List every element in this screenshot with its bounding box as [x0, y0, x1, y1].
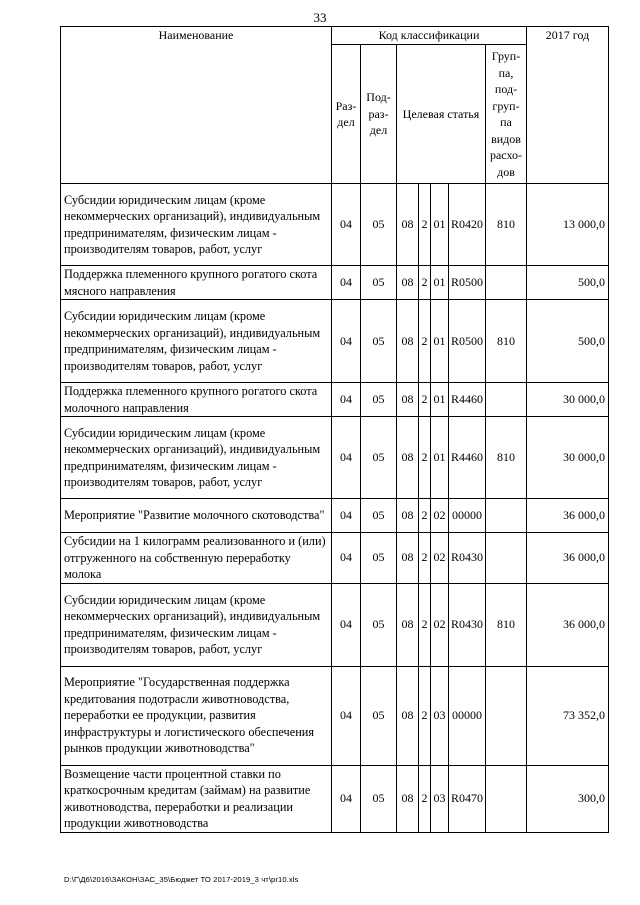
row-target-2: 2	[419, 184, 431, 266]
row-target-3: 01	[431, 184, 449, 266]
row-name: Мероприятие "Развитие молочного скотоводства"	[61, 499, 332, 533]
row-target-4: R0500	[449, 300, 486, 383]
table-row	[61, 383, 609, 417]
row-section: 04	[332, 184, 361, 266]
table-body	[61, 184, 609, 833]
row-target-1: 08	[397, 765, 419, 832]
row-target-1: 08	[397, 417, 419, 499]
row-name: Субсидии юридическим лицам (кроме некоммерческих организаций), индивидуальным предпринимателям, физическим лицам - производителям товаров, работ, услуг	[61, 583, 332, 666]
row-target-1: 08	[397, 583, 419, 666]
header-target: Целевая статья	[397, 45, 486, 184]
row-name: Возмещение части процентной ставки по краткосрочным кредитам (займам) на развитие животноводства, переработки и реализации продукции животноводства	[61, 765, 332, 832]
row-target-4: 00000	[449, 666, 486, 765]
table-row	[61, 666, 609, 765]
page-number: 33	[313, 10, 327, 25]
row-target-2: 2	[419, 666, 431, 765]
row-target-3: 01	[431, 383, 449, 417]
header-subsection: Под- раз- дел	[361, 45, 397, 184]
row-group	[486, 765, 527, 832]
row-subsection: 05	[361, 765, 397, 832]
row-name: Субсидии юридическим лицам (кроме некоммерческих организаций), индивидуальным предпринимателям, физическим лицам - производителям товаров, работ, услуг	[61, 417, 332, 499]
row-target-4: R0420	[449, 184, 486, 266]
row-section: 04	[332, 533, 361, 584]
row-target-4: R4460	[449, 417, 486, 499]
row-name: Субсидии на 1 килограмм реализованного и (или) отгруженного на собственную переработку молока	[61, 533, 332, 584]
row-target-3: 01	[431, 266, 449, 300]
row-subsection: 05	[361, 417, 397, 499]
row-target-4: 00000	[449, 499, 486, 533]
table-row	[61, 184, 609, 266]
row-amount: 300,0	[527, 765, 609, 832]
row-target-2: 2	[419, 266, 431, 300]
row-name: Субсидии юридическим лицам (кроме некоммерческих организаций), индивидуальным предпринимателям, физическим лицам - производителям товаров, работ, услуг	[61, 300, 332, 383]
row-name: Субсидии юридическим лицам (кроме некоммерческих организаций), индивидуальным предпринимателям, физическим лицам - производителям товаров, работ, услуг	[61, 184, 332, 266]
row-subsection: 05	[361, 666, 397, 765]
row-target-3: 02	[431, 583, 449, 666]
row-group	[486, 383, 527, 417]
row-target-3: 03	[431, 666, 449, 765]
row-section: 04	[332, 765, 361, 832]
budget-table	[60, 26, 609, 833]
row-target-4: R0470	[449, 765, 486, 832]
row-section: 04	[332, 300, 361, 383]
table-row	[61, 417, 609, 499]
row-section: 04	[332, 383, 361, 417]
row-target-1: 08	[397, 300, 419, 383]
row-subsection: 05	[361, 383, 397, 417]
row-amount: 73 352,0	[527, 666, 609, 765]
row-section: 04	[332, 417, 361, 499]
row-target-3: 01	[431, 300, 449, 383]
row-target-2: 2	[419, 383, 431, 417]
row-target-3: 02	[431, 533, 449, 584]
row-target-2: 2	[419, 300, 431, 383]
row-amount: 500,0	[527, 300, 609, 383]
row-section: 04	[332, 666, 361, 765]
row-section: 04	[332, 266, 361, 300]
row-target-1: 08	[397, 666, 419, 765]
row-group: 810	[486, 300, 527, 383]
row-amount: 36 000,0	[527, 583, 609, 666]
row-subsection: 05	[361, 266, 397, 300]
table-row	[61, 499, 609, 533]
row-group: 810	[486, 184, 527, 266]
row-amount: 13 000,0	[527, 184, 609, 266]
row-group	[486, 499, 527, 533]
row-target-2: 2	[419, 765, 431, 832]
table-row	[61, 583, 609, 666]
header-name: Наименование	[61, 27, 332, 184]
row-amount: 36 000,0	[527, 533, 609, 584]
row-target-3: 02	[431, 499, 449, 533]
row-group	[486, 533, 527, 584]
row-target-1: 08	[397, 499, 419, 533]
header-group: Груп- па, под- груп- па видов расхо- дов	[486, 45, 527, 184]
row-name: Поддержка племенного крупного рогатого скота мясного направления	[61, 266, 332, 300]
row-subsection: 05	[361, 533, 397, 584]
row-amount: 30 000,0	[527, 383, 609, 417]
row-group: 810	[486, 583, 527, 666]
table-row	[61, 765, 609, 832]
row-amount: 36 000,0	[527, 499, 609, 533]
row-target-4: R0430	[449, 583, 486, 666]
table-row	[61, 533, 609, 584]
row-subsection: 05	[361, 499, 397, 533]
row-amount: 30 000,0	[527, 417, 609, 499]
row-section: 04	[332, 583, 361, 666]
row-subsection: 05	[361, 583, 397, 666]
row-group: 810	[486, 417, 527, 499]
row-target-2: 2	[419, 417, 431, 499]
row-group	[486, 266, 527, 300]
row-subsection: 05	[361, 300, 397, 383]
row-subsection: 05	[361, 184, 397, 266]
table-row	[61, 300, 609, 383]
row-target-1: 08	[397, 184, 419, 266]
row-target-4: R0500	[449, 266, 486, 300]
row-target-2: 2	[419, 583, 431, 666]
row-target-1: 08	[397, 533, 419, 584]
row-target-4: R4460	[449, 383, 486, 417]
row-section: 04	[332, 499, 361, 533]
row-group	[486, 666, 527, 765]
header-code: Код классификации	[332, 27, 527, 45]
table-row	[61, 266, 609, 300]
row-name: Поддержка племенного крупного рогатого скота молочного направления	[61, 383, 332, 417]
row-target-3: 03	[431, 765, 449, 832]
header-section: Раз- дел	[332, 45, 361, 184]
header-year: 2017 год	[527, 27, 609, 184]
row-target-1: 08	[397, 266, 419, 300]
row-name: Мероприятие "Государственная поддержка кредитования подотрасли животноводства, переработки ее продукции, развития инфраструктуры и логистического обеспечения рынков продукции животноводства"	[61, 666, 332, 765]
file-path-footer: D:\Г\Д6\2016\ЗАКОН\ЗАС_35\Бюджет ТО 2017-2019_3 чт\pr10.xls	[64, 875, 299, 884]
row-target-4: R0430	[449, 533, 486, 584]
row-amount: 500,0	[527, 266, 609, 300]
row-target-1: 08	[397, 383, 419, 417]
row-target-2: 2	[419, 499, 431, 533]
row-target-2: 2	[419, 533, 431, 584]
row-target-3: 01	[431, 417, 449, 499]
